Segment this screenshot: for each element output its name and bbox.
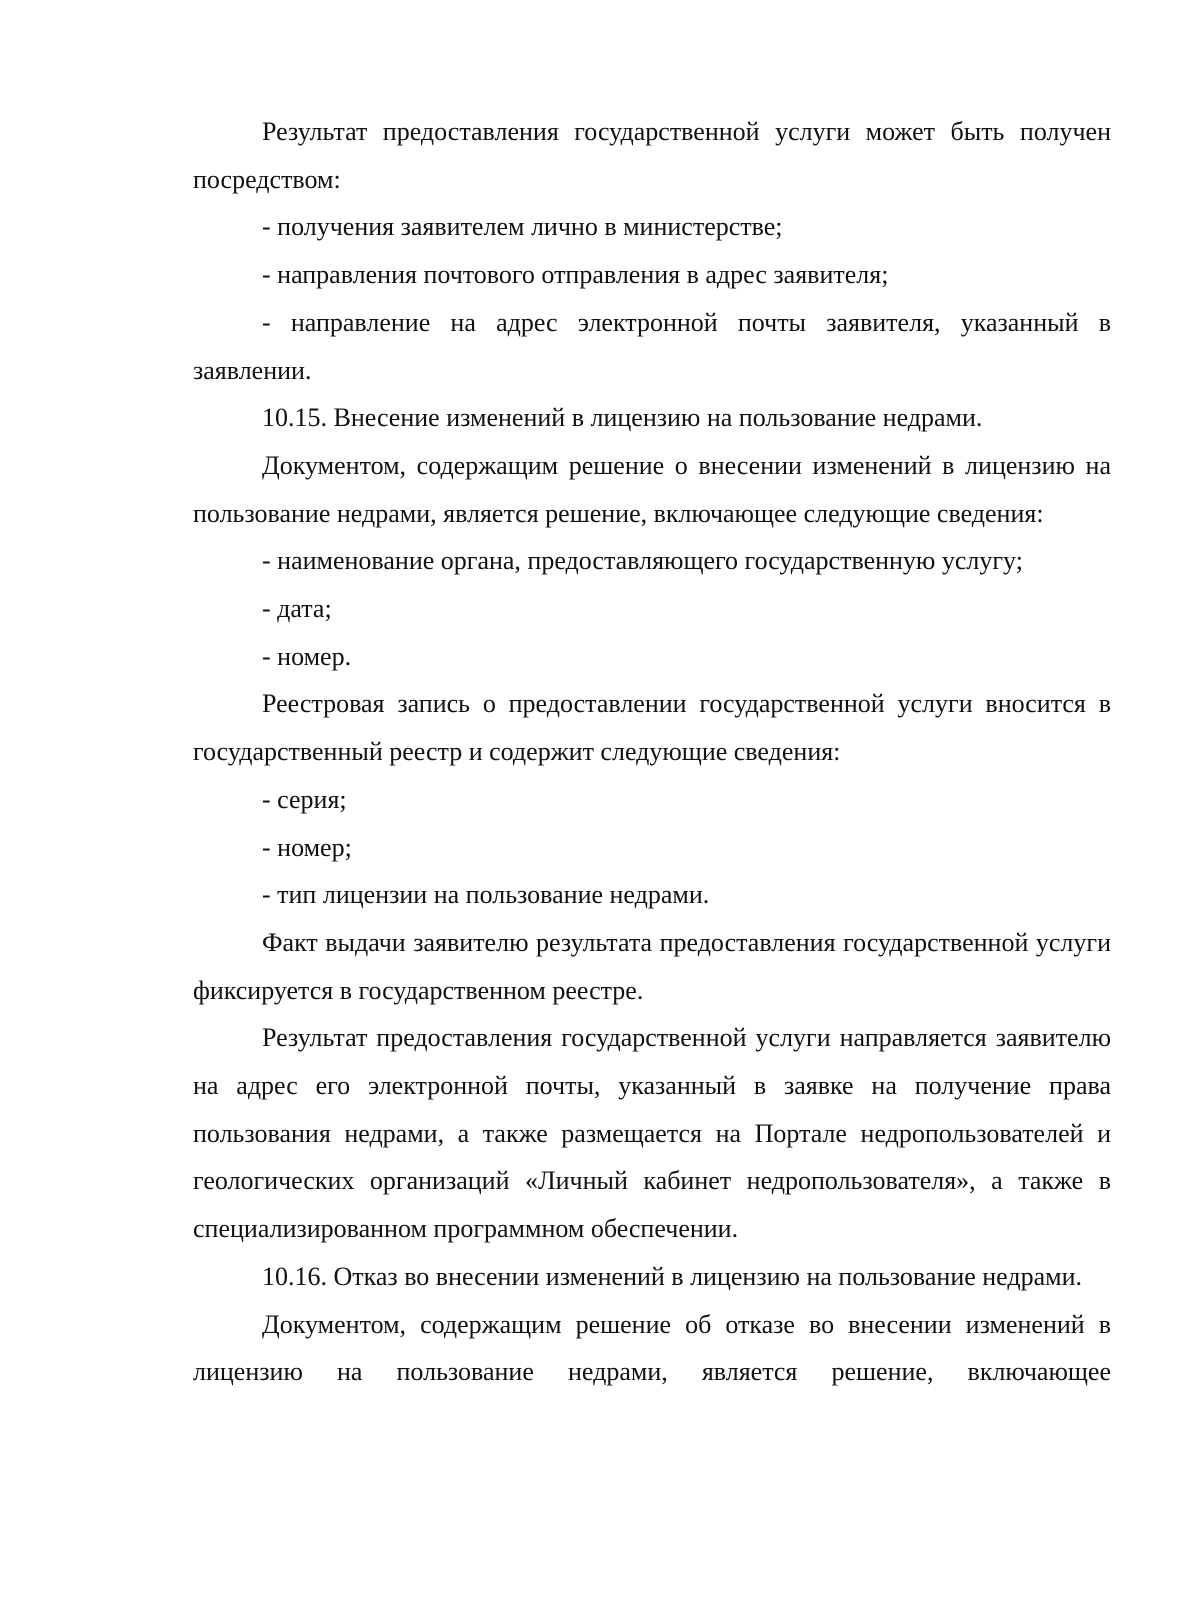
list-item-authority-name: - наименование органа, предоставляющего государственную услугу; xyxy=(262,546,1023,576)
paragraph-issuance-fact: Факт выдачи заявителю результата предоставления государственной услуги фиксируется в государственном реестре. xyxy=(193,927,1111,1005)
list-item-series: - серия; xyxy=(262,784,347,814)
section-heading-10-16: 10.16. Отказ во внесении изменений в лицензию на пользование недрами. xyxy=(262,1261,1083,1291)
list-item-registry-number: - номер; xyxy=(262,832,352,862)
list-item-license-type: - тип лицензии на пользование недрами. xyxy=(262,880,710,910)
list-item-personal-receipt: - получения заявителем лично в министерстве; xyxy=(262,212,783,242)
list-item-postal: - направления почтового отправления в адрес заявителя; xyxy=(262,260,889,290)
paragraph-result-intro: Результат предоставления государственной услуги может быть получен посредством: xyxy=(193,117,1111,194)
document-body xyxy=(193,108,1111,1396)
paragraph-refusal-document: Документом, содержащим решение об отказе во внесении изменений в лицензию на пользование недрами, является решение, включающее xyxy=(193,1309,1111,1387)
paragraph-decision-document: Документом, содержащим решение о внесении изменений в лицензию на пользование недрами, является решение, включающее следующие сведения: xyxy=(193,450,1111,528)
paragraph-result-delivery: Результат предоставления государственной услуги направляется заявителю на адрес его электронной почты, указанный в заявке на получение права пользования недрами, а также размещается на Портале недропользователей и геологических организаций «Личный кабинет недропользователя», а также в специализированном программном обеспечении. xyxy=(193,1023,1111,1244)
list-item-date: - дата; xyxy=(262,594,332,624)
list-item-number: - номер. xyxy=(262,641,352,671)
section-heading-10-15: 10.15. Внесение изменений в лицензию на пользование недрами. xyxy=(262,403,983,433)
list-item-email: - направление на адрес электронной почты заявителя, указанный в заявлении. xyxy=(193,307,1111,385)
paragraph-registry-record: Реестровая запись о предоставлении государственной услуги вносится в государственный реестр и содержит следующие сведения: xyxy=(193,689,1111,767)
